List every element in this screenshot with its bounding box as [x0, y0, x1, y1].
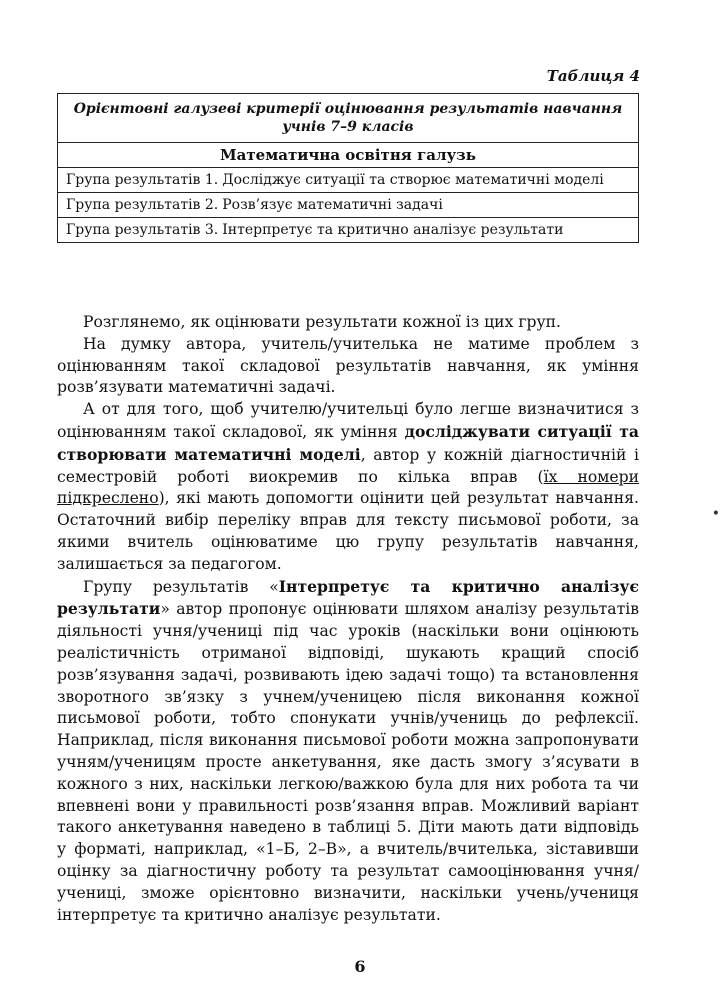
page-number: 6: [354, 957, 366, 976]
criteria-table: [57, 93, 639, 243]
paragraph-3-part-c: , автор у кожній діагностичній і семестровій роботі виокремив по кілька вправ (: [57, 445, 640, 486]
paragraph-3-part-a: А от для того, щоб учителю/учительці було легше визначитися з оцінюванням такої складової, як уміння: [57, 400, 639, 441]
table-row: [58, 168, 639, 193]
paragraph-1: Розглянемо, як оцінювати результати кожної із цих груп.: [83, 313, 562, 331]
paragraph-4: [57, 576, 639, 927]
table-domain-header: Математична освітня галузь: [58, 143, 639, 168]
paragraph-4-part-c: » автор пропонує оцінювати шляхом аналізу результатів діяльності учня/учениці під час уроків (наскільки вони оцінюють реалістичність отриманої відповіді, шукають кращий спосіб розв’язування задачі, розвивають ідею задачі тощо) та встановлення зворотного зв’язку з учнем/ученицею після виконання кожної письмової роботи, тобто спонукати учнів/учениць до рефлексії. Наприклад, після виконання письмової роботи можна запропонувати учням/ученицям просте анкетування, яке дасть змогу з’ясувати в кожного з них, наскільки легкою/важкою була для них робота та чи впевнені вони у правильності розв’язання вправ. Можливий варіант такого анкетування наведено в таблиці 5. Діти мають дати відповідь у форматі, наприклад, «1–Б, 2–В», а вчитель/вчителька, зіставивши оцінку за діагностичну роботу та результат самооцінювання учня/учениці, зможе орієнтовно визначити, наскільки учень/учениця інтерпретує та критично аналізує результати.: [57, 600, 639, 924]
group-text: Розв’язує математичні задачі: [222, 197, 443, 213]
group-label: Група результатів 3.: [66, 222, 219, 238]
table-row: [58, 193, 639, 218]
table-row: [58, 94, 639, 143]
group-cell-3: [58, 218, 639, 243]
group-text: Інтерпретує та критично аналізує результати: [222, 222, 564, 238]
table-caption: Таблиця 4: [546, 67, 640, 85]
group-label: Група результатів 2.: [66, 197, 219, 213]
paragraph-3-part-d: ), які мають допомогти оцінити цей результат навчання. Остаточний вибір переліку вправ для тексту письмової роботи, за якими вчитель оцінюватиме цю групу результатів навчання, залишається за педагогом.: [57, 489, 639, 573]
group-cell-1: [58, 168, 639, 193]
group-label: Група результатів 1.: [66, 172, 219, 188]
bold-phrase-interpret: Інтерпретує та критично аналізує результати: [57, 576, 640, 619]
body-text: [57, 311, 639, 926]
paragraph-3: [57, 399, 639, 575]
group-cell-2: [58, 193, 639, 218]
table-row: [58, 143, 639, 168]
bold-phrase-modeling: досліджувати ситуації та створювати математичні моделі: [57, 421, 639, 464]
underlined-phrase: їх номери підкреслено: [57, 467, 639, 508]
paragraph-4-part-a: Групу результатів «: [83, 577, 279, 596]
margin-mark: •: [711, 506, 720, 522]
group-text: Досліджує ситуації та створює математичні моделі: [222, 172, 604, 188]
paragraph-2: На думку автора, учитель/учителька не матиме проблем з оцінюванням такої складової результатів навчання, як уміння розв’язувати математичні задачі.: [57, 334, 639, 397]
table-title: Орієнтовні галузеві критерії оцінювання результатів навчання учнів 7–9 класів: [58, 94, 639, 143]
table-row: [58, 218, 639, 243]
